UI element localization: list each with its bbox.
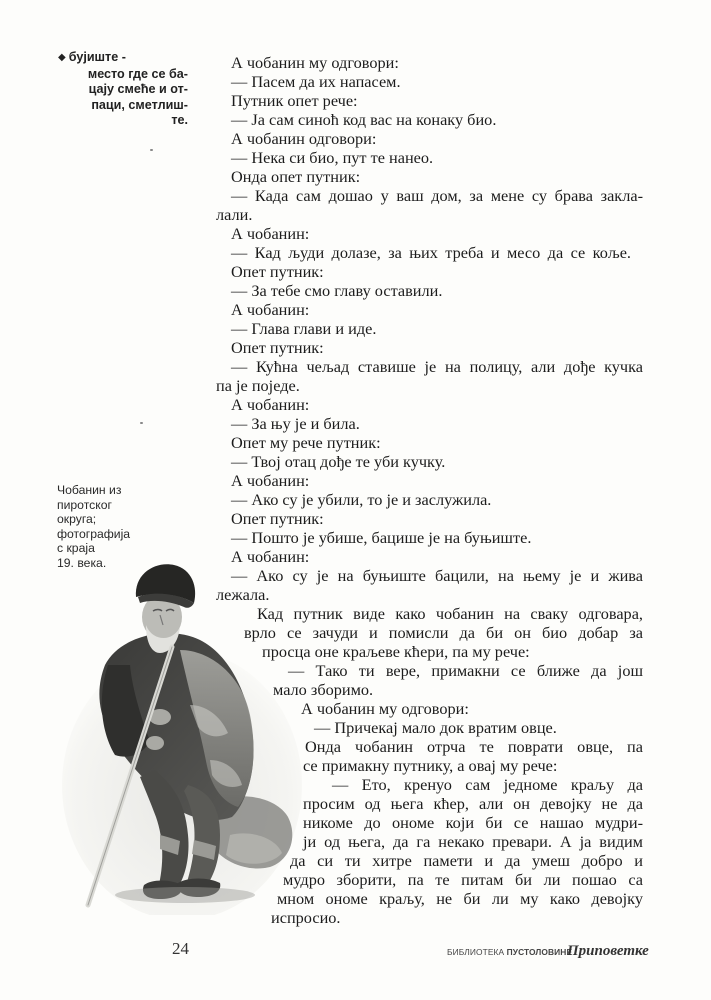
text-line: — Кућна чељад ставише је на полицу, али дође кучка (231, 357, 643, 376)
text-line: А чобанин: (231, 547, 310, 566)
gloss-line: цају смеће и от- (88, 82, 188, 96)
text-line: просца оне краљеве кћери, па му рече: (262, 642, 530, 661)
text-line: — За тебе смо главу оставили. (231, 281, 443, 300)
text-line: да си ти хитре памети и да умеш добро и (290, 851, 643, 870)
text-line: — Кад људи долазе, за њих треба и месо да се коље. (231, 243, 631, 262)
caption-line: с краја (57, 541, 95, 556)
text-line: Опет путник: (231, 262, 324, 281)
caption-line: пиротског (57, 497, 112, 512)
text-line: А чобанин му одговори: (301, 699, 469, 718)
gloss-line: те. (171, 113, 188, 127)
text-line: Онда опет путник: (231, 167, 361, 186)
text-line: — Када сам дошао у ваш дом, за мене су брава закла- (231, 186, 643, 205)
text-line: мало зборимо. (273, 680, 374, 699)
text-line: — Ако су је на буњиште бацили, на њему је и жива (231, 566, 643, 585)
text-line: — Твој отац дође те уби кучку. (231, 452, 446, 471)
text-line: — Глава глави и иде. (231, 319, 377, 338)
text-line: ји од њега, да га некако превари. А ја видим (303, 832, 643, 851)
text-line: мном ономе краљу, не би ли му како девојку (277, 889, 643, 908)
series-label (447, 947, 572, 957)
diamond-bullet-icon: ◆ (58, 52, 66, 63)
text-line: А чобанин: (231, 224, 310, 243)
text-line: врло се зачуди и помисли да би он био добар за (244, 623, 643, 642)
page-number: 24 (172, 939, 189, 958)
text-line: — Ето, кренуо сам једноме краљу да (332, 775, 643, 794)
series-name: ПУСТОЛОВИНЕ (506, 947, 573, 957)
text-line: никоме до ономе који би се нашао мудри- (303, 813, 643, 832)
text-line: — Причекај мало док вратим овце. (314, 718, 557, 737)
caption-line: фотографија (57, 526, 131, 541)
text-line: лежала. (216, 585, 270, 604)
caption-line: 19. века. (57, 555, 107, 570)
text-line: Кад путник виде како чобанин на сваку одговара, (257, 604, 643, 623)
text-line: — Ја сам синоћ код вас на конаку био. (231, 110, 497, 129)
text-line: се примакну путнику, а овај му рече: (303, 756, 558, 775)
text-line: А чобанин: (231, 471, 310, 490)
text-line: — Тако ти вере, примакни се ближе да још (288, 661, 643, 680)
text-line: испросио. (271, 908, 341, 927)
gloss-line: паци, сметлиш- (91, 97, 188, 112)
text-line: Путник опет рече: (231, 91, 358, 110)
text-line: лали. (216, 205, 253, 224)
gloss-line: место где се ба- (87, 66, 188, 81)
gloss-term: бујиште - (68, 50, 126, 64)
caption-line: округа; (57, 512, 97, 527)
text-line: — За њу је и била. (231, 414, 360, 433)
text-line: мудро зборити, па те питам би ли пошао са (283, 870, 643, 889)
book-title-mark: Приповетке (567, 943, 649, 959)
series-prefix: БИБЛИОТЕКА (447, 947, 505, 957)
shepherd-photo (60, 555, 305, 915)
text-line: — Нека си био, пут те нанео. (231, 148, 434, 167)
text-line: просим од њега кћер, али он девојку не да (303, 794, 643, 813)
text-line: А чобанин: (231, 395, 310, 414)
text-line: А чобанин: (231, 300, 310, 319)
text-line: Опет путник: (231, 338, 324, 357)
text-line: Опет му рече путник: (231, 433, 381, 452)
text-line: — Пасем да их напасем. (231, 72, 401, 91)
text-line: па је поједе. (216, 376, 300, 395)
text-line: Опет путник: (231, 509, 324, 528)
text-line: Онда чобанин отрча те поврати овце, па (305, 737, 643, 756)
text-line: — Пошто је убише, бацише је на буњиште. (231, 528, 532, 547)
caption-line: Чобанин из (57, 483, 122, 497)
text-line: — Ако су је убили, то је и заслужила. (231, 490, 492, 509)
text-line: А чобанин му одговори: (231, 53, 399, 72)
text-line: А чобанин одговори: (231, 129, 377, 148)
